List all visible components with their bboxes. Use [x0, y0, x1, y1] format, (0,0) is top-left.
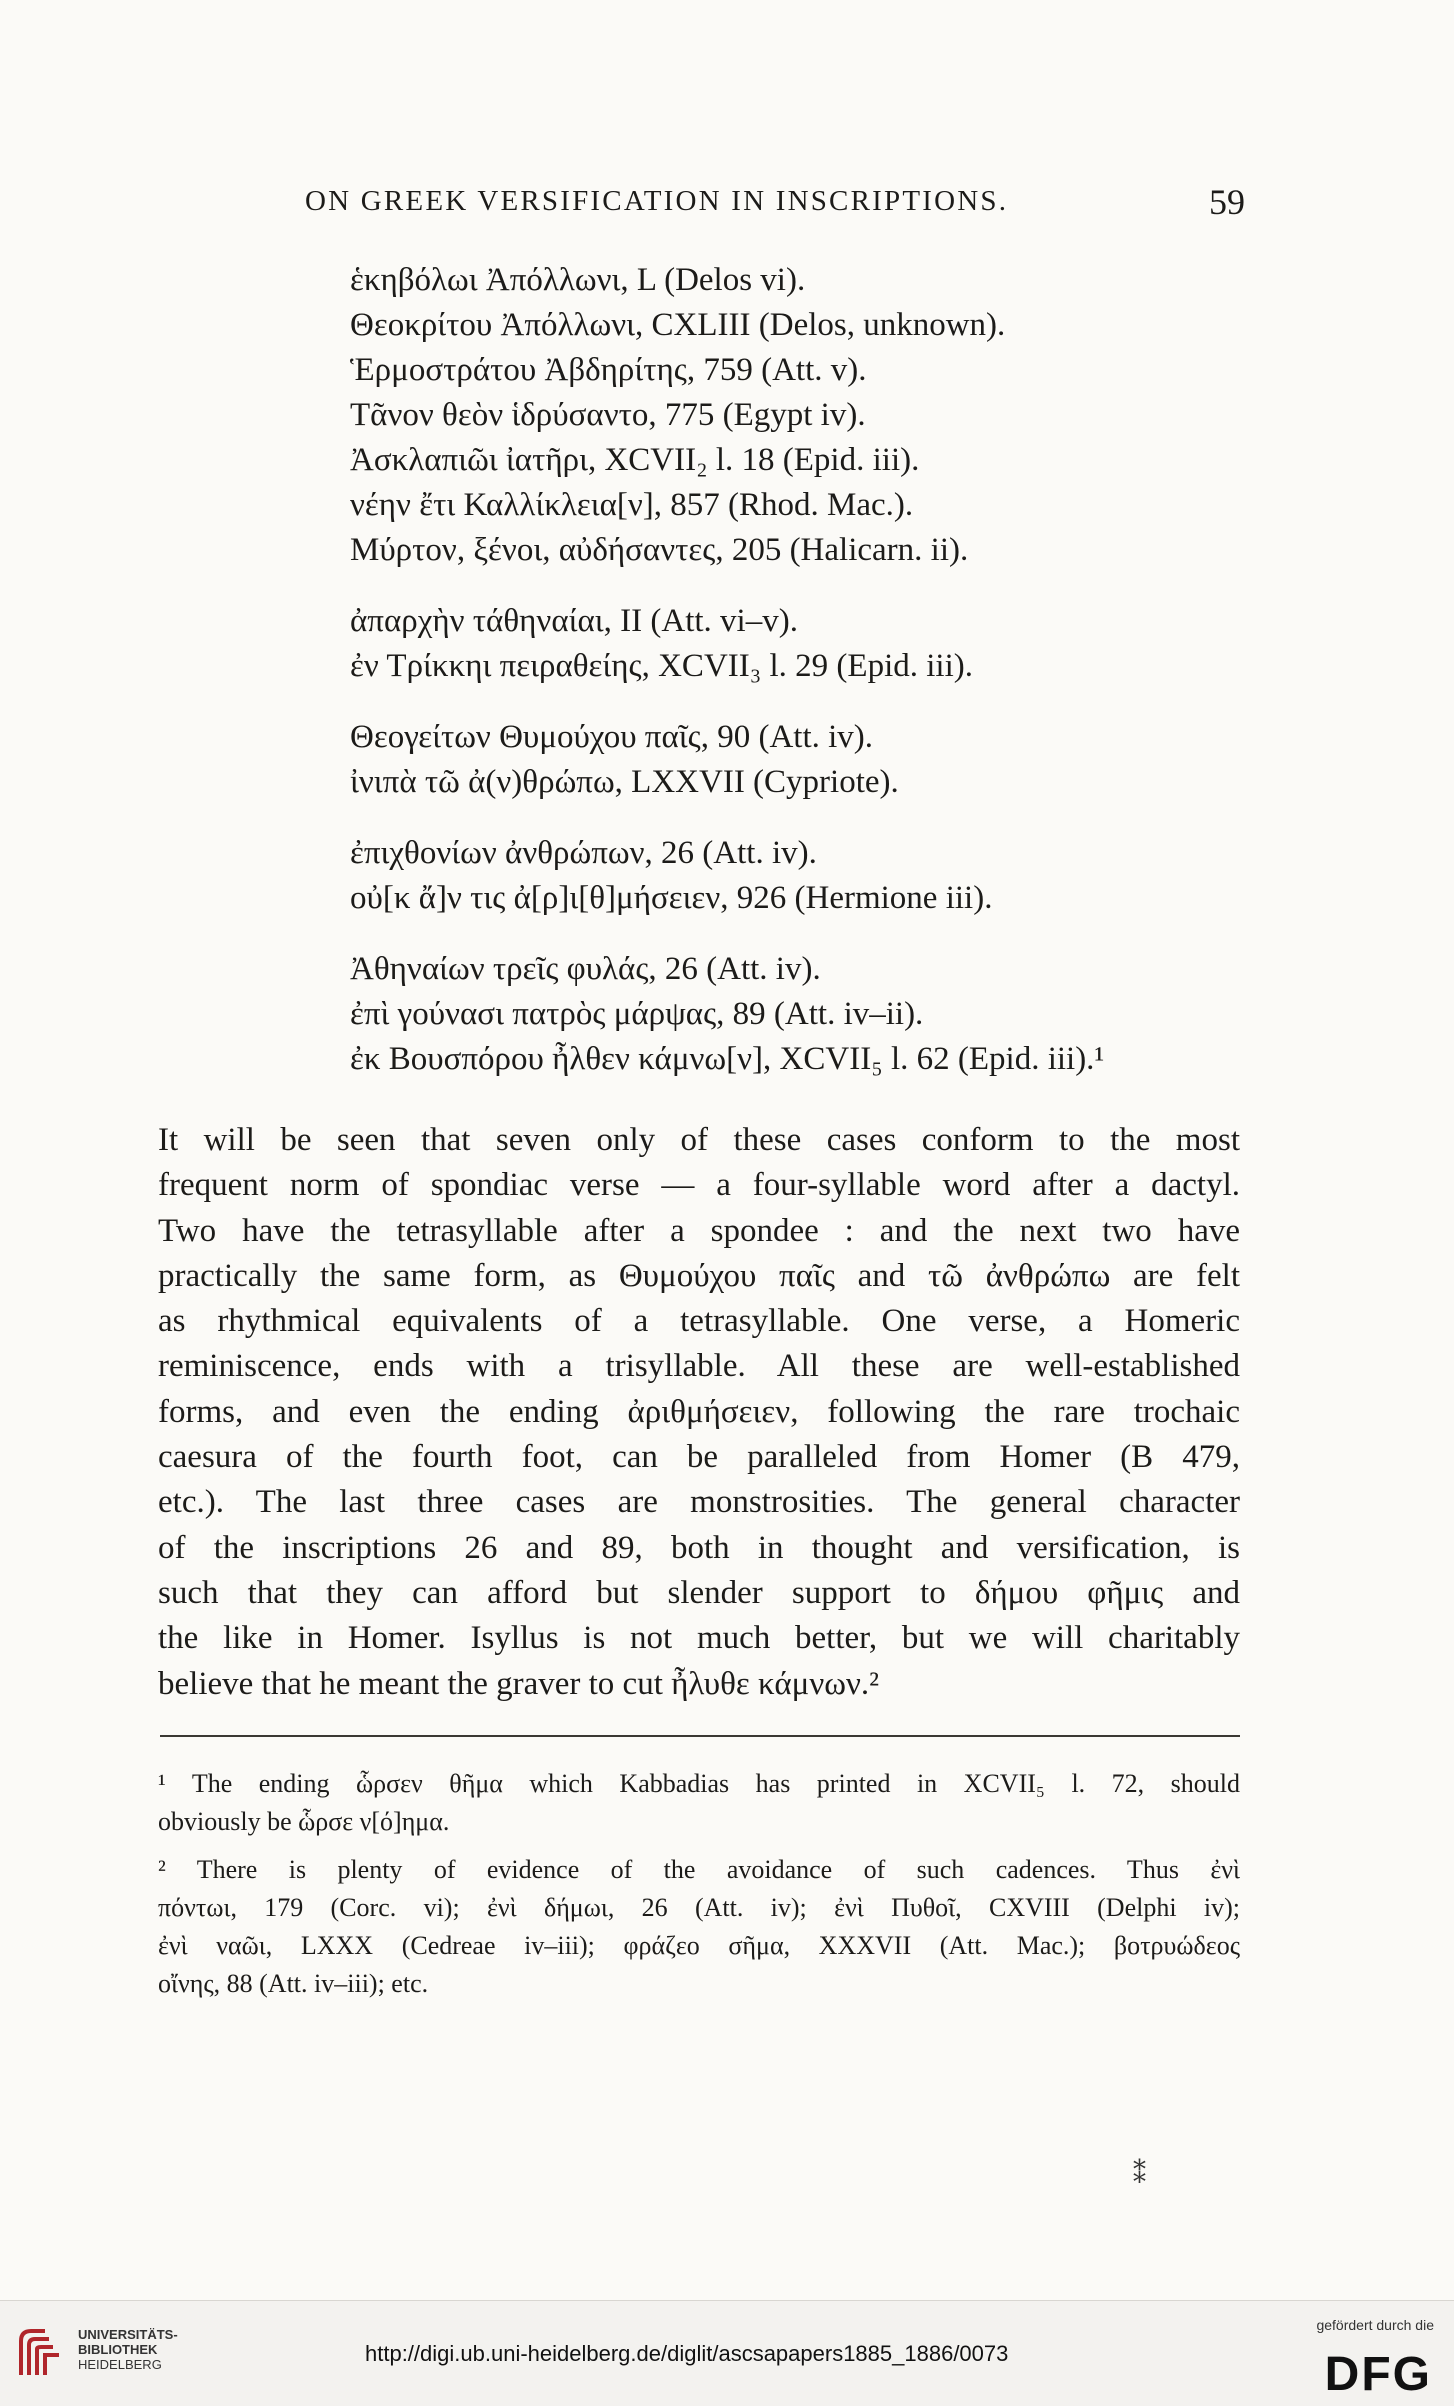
footnote-divider [160, 1735, 1240, 1737]
list-item: ἐπὶ γούνασι πατρὸς μάρψας, 89 (Att. iv–ii). [350, 996, 924, 1032]
text-line: reminiscence, ends with a trisyllable. All these are well-established [158, 1348, 1240, 1385]
body-paragraph [158, 1118, 1240, 1707]
text-line: believe that he meant the graver to cut ἦλυθε κάμνων.² [158, 1665, 880, 1702]
text-line: practically the same form, as Θυμούχου παῖς and τῶ ἀνθρώπω are felt [158, 1257, 1240, 1294]
footnote-line: οἴνης, 88 (Att. iv–iii); etc. [158, 1969, 429, 1998]
list-item: Τᾶνον θεὸν ἱδρύσαντο, 775 (Egypt iv). [350, 397, 866, 433]
text-line: as rhythmical equivalents of a tetrasyllable. One verse, a Homeric [158, 1303, 1240, 1340]
inscription-list [350, 258, 1250, 1108]
funded-by-label: gefördert durch die [1316, 2317, 1434, 2333]
list-item: ἀπαρχὴν τάθηναίαι, II (Att. vi–v). [350, 603, 798, 639]
dfg-logo: DFG [1324, 2348, 1432, 2401]
text-line: Two have the tetrasyllable after a spondee : and the next two have [158, 1212, 1240, 1249]
text-line: It will be seen that seven only of these cases conform to the most [158, 1122, 1240, 1158]
list-item: ἐπιχθονίων ἀνθρώπων, 26 (Att. iv). [350, 835, 817, 871]
list-item: Ἀσκλαπιῶι ἰατῆρι, XCVII₂ l. 18 (Epid. iii). [350, 442, 920, 478]
footnote-line: πόντωι, 179 (Corc. vi); ἐνὶ δήμωι, 26 (Att. iv); ἐνὶ Πυθοῖ, CXVIII (Delphi iv); [158, 1893, 1240, 1922]
text-line: the like in Homer. Isyllus is not much better, but we will charitably [158, 1620, 1240, 1657]
footnote-line: ¹ The ending ὧρσεν θῆμα which Kabbadias has printed in XCVII₅ l. 72, should [158, 1769, 1240, 1798]
list-item: Θεογείτων Θυμούχου παῖς, 90 (Att. iv). [350, 719, 874, 755]
list-item: Θεοκρίτου Ἀπόλλωνι, CXLIII (Delos, unknown). [350, 307, 1006, 343]
text-line: caesura of the fourth foot, can be paralleled from Homer (B 479, [158, 1439, 1240, 1476]
library-name-line: HEIDELBERG [78, 2357, 162, 2372]
list-item: ἰνιπὰ τῶ ἀ(ν)θρώπω, LXXVII (Cypriote). [350, 764, 899, 800]
entry-group [350, 831, 1250, 921]
library-name [78, 2327, 178, 2372]
page-number: 59 [1209, 182, 1245, 222]
permalink-url[interactable]: http://digi.ub.uni-heidelberg.de/diglit/ascsapapers1885_1886/0073 [365, 2341, 1009, 2366]
text-line: such that they can afford but slender support to δήμου φῆμις and [158, 1574, 1240, 1611]
library-name-line: UNIVERSITÄTS- [78, 2327, 178, 2342]
list-item: Μύρτον, ξένοι, αὐδήσαντες, 205 (Halicarn. ii). [350, 532, 969, 568]
entry-group [350, 599, 1250, 689]
list-item: Ἀθηναίων τρεῖς φυλάς, 26 (Att. iv). [350, 951, 821, 987]
footnote-line: ² There is plenty of evidence of the avoidance of such cadences. Thus ἐνὶ [158, 1855, 1240, 1884]
running-title: ON GREEK VERSIFICATION IN INSCRIPTIONS. [305, 185, 1009, 217]
list-item: Ἑρμοστράτου Ἀβδηρίτης, 759 (Att. v). [350, 352, 867, 388]
text-line: frequent norm of spondiac verse — a four-syllable word after a dactyl. [158, 1167, 1240, 1204]
text-line: forms, and even the ending ἀριθμήσειεν, following the rare trochaic [158, 1393, 1240, 1430]
entry-group [350, 715, 1250, 805]
footnotes [158, 1765, 1240, 2003]
list-item: νέην ἔτι Καλλίκλεια[ν], 857 (Rhod. Mac.). [350, 487, 914, 523]
list-item: ἑκηβόλωι Ἀπόλλωνι, L (Delos vi). [350, 262, 806, 298]
footnote-line: ἐνὶ ναῶι, LXXX (Cedreae iv–iii); φράζεο σῆμα, XXXVII (Att. Mac.); βοτρυώδεος [158, 1931, 1240, 1960]
library-name-line: BIBLIOTHEK [78, 2342, 158, 2357]
list-item: ἐν Τρίκκηι πειραθείης, XCVII₃ l. 29 (Epid. iii). [350, 648, 973, 684]
text-line: of the inscriptions 26 and 89, both in thought and versification, is [158, 1529, 1240, 1566]
footer-bar [0, 2300, 1454, 2406]
ink-mark: ⁑ [1133, 2160, 1146, 2189]
entry-group [350, 258, 1250, 573]
footnote-line: obviously be ὧρσε ν[ό]ημα. [158, 1807, 450, 1836]
list-item: ἐκ Βουσπόρου ἦλθεν κάμνω[ν], XCVII₅ l. 62 (Epid. iii).¹ [350, 1041, 1105, 1077]
university-library-logo-icon [15, 2323, 71, 2383]
list-item: οὐ[κ ἄ]ν τις ἀ[ρ]ι[θ]μήσειεν, 926 (Hermione iii). [350, 880, 993, 916]
text-line: etc.). The last three cases are monstrosities. The general character [158, 1484, 1240, 1521]
entry-group [350, 947, 1250, 1082]
